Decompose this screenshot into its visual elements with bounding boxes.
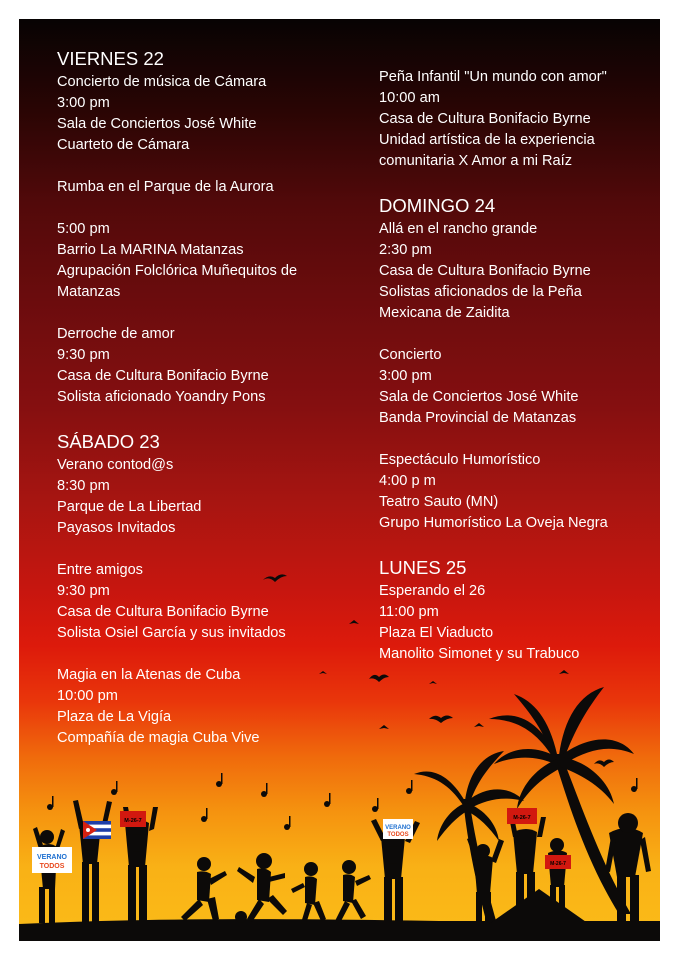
event-line: Matanzas: [57, 284, 121, 300]
event-line: Solista aficionado Yoandry Pons: [57, 389, 266, 405]
verano-sign-text: VERANO: [37, 854, 67, 861]
event-line: Allá en el rancho grande: [379, 221, 538, 237]
music-note-icon: [324, 793, 331, 807]
verano-sign-text: VERANO: [385, 825, 411, 831]
event-line: Solistas aficionados de la Peña: [379, 284, 582, 300]
event-line: Entre amigos: [57, 562, 143, 578]
bird-icon: [379, 725, 389, 729]
event-poster: [19, 19, 660, 941]
event-line: Barrio La MARINA Matanzas: [57, 242, 244, 258]
day-heading: DOMINGO 24: [379, 195, 496, 216]
event-line: Parque de La Libertad: [57, 499, 202, 515]
event-line: Plaza de La Vigía: [57, 709, 172, 725]
event-line: Concierto: [379, 347, 442, 363]
event-line: 10:00 pm: [57, 688, 118, 704]
m26-sign-far-right: [545, 855, 571, 869]
event-line: 11:00 pm: [379, 604, 439, 620]
event-line: Agrupación Folclórica Muñequitos de: [57, 263, 298, 279]
event-line: Verano contod@s: [57, 457, 174, 473]
m26-sign-left: [120, 811, 146, 827]
music-note-icon: [284, 816, 291, 830]
event-line: Solista Osiel García y sus invitados: [57, 625, 286, 641]
music-note-icon: [47, 796, 54, 810]
event-line: Derroche de amor: [57, 326, 175, 342]
event-line: Teatro Sauto (MN): [379, 494, 499, 510]
music-note-icon: [111, 781, 118, 795]
m26-sign-text: M-26-7: [513, 815, 531, 821]
day-heading: SÁBADO 23: [57, 431, 160, 452]
event-line: comunitaria X Amor a mi Raíz: [379, 153, 573, 169]
event-line: Payasos Invitados: [57, 520, 176, 536]
verano-sign-center: [383, 819, 413, 839]
m26-sign-right: [507, 808, 537, 824]
event-line: Concierto de música de Cámara: [57, 74, 267, 90]
music-note-icon: [631, 778, 638, 792]
m26-sign-text: M-26-7: [124, 818, 142, 824]
event-line: 4:00 p m: [379, 473, 436, 489]
event-line: Sala de Conciertos José White: [57, 116, 257, 132]
event-line: Magia en la Atenas de Cuba: [57, 667, 241, 683]
event-line: Banda Provincial de Matanzas: [379, 410, 577, 426]
music-note-icon: [372, 798, 379, 812]
event-line: Plaza El Viaducto: [379, 625, 494, 641]
event-line: Casa de Cultura Bonifacio Byrne: [57, 604, 269, 620]
bird-icon: [474, 723, 484, 727]
bird-icon: [319, 671, 327, 674]
music-note-icon: [406, 780, 413, 794]
music-note-icon: [261, 783, 268, 797]
day-heading: VIERNES 22: [57, 48, 164, 69]
event-line: Manolito Simonet y su Trabuco: [379, 646, 580, 662]
event-line: 3:00 pm: [57, 95, 110, 111]
event-line: 9:30 pm: [57, 583, 110, 599]
music-note-icon: [201, 808, 208, 822]
bird-icon: [263, 574, 287, 582]
verano-sign-left: [32, 847, 72, 873]
event-line: Rumba en el Parque de la Aurora: [57, 179, 274, 195]
bird-icon: [429, 716, 453, 724]
event-line: Casa de Cultura Bonifacio Byrne: [57, 368, 269, 384]
event-line: Cuarteto de Cámara: [57, 137, 190, 153]
event-line: 2:30 pm: [379, 242, 432, 258]
day-heading: LUNES 25: [379, 557, 467, 578]
event-line: Espectáculo Humorístico: [379, 452, 541, 468]
bird-icon: [429, 681, 437, 684]
event-line: Casa de Cultura Bonifacio Byrne: [379, 111, 591, 127]
cuban-flag-icon: [83, 821, 111, 839]
event-line: Casa de Cultura Bonifacio Byrne: [379, 263, 591, 279]
verano-sign-subtext: TODOS: [387, 832, 409, 838]
bird-icon: [559, 670, 569, 674]
m26-sign-text: M-26-7: [550, 861, 566, 867]
event-line: 5:00 pm: [57, 221, 110, 237]
event-line: 8:30 pm: [57, 478, 110, 494]
event-line: Compañía de magia Cuba Vive: [57, 730, 260, 746]
event-line: 10:00 am: [379, 90, 440, 106]
event-line: Mexicana de Zaidita: [379, 305, 510, 321]
event-line: Grupo Humorístico La Oveja Negra: [379, 515, 608, 531]
event-line: Sala de Conciertos José White: [379, 389, 579, 405]
verano-sign-subtext: TODOS: [39, 863, 65, 870]
event-line: Esperando el 26: [379, 583, 486, 599]
event-line: Unidad artística de la experiencia: [379, 132, 595, 148]
event-line: 3:00 pm: [379, 368, 432, 384]
music-note-icon: [216, 773, 223, 787]
bird-icon: [349, 620, 359, 624]
event-line: Peña Infantil "Un mundo con amor": [379, 69, 607, 85]
bird-icon: [594, 760, 614, 768]
event-line: 9:30 pm: [57, 347, 110, 363]
celebration-silhouette-illustration: [19, 19, 660, 941]
bird-icon: [369, 675, 389, 683]
